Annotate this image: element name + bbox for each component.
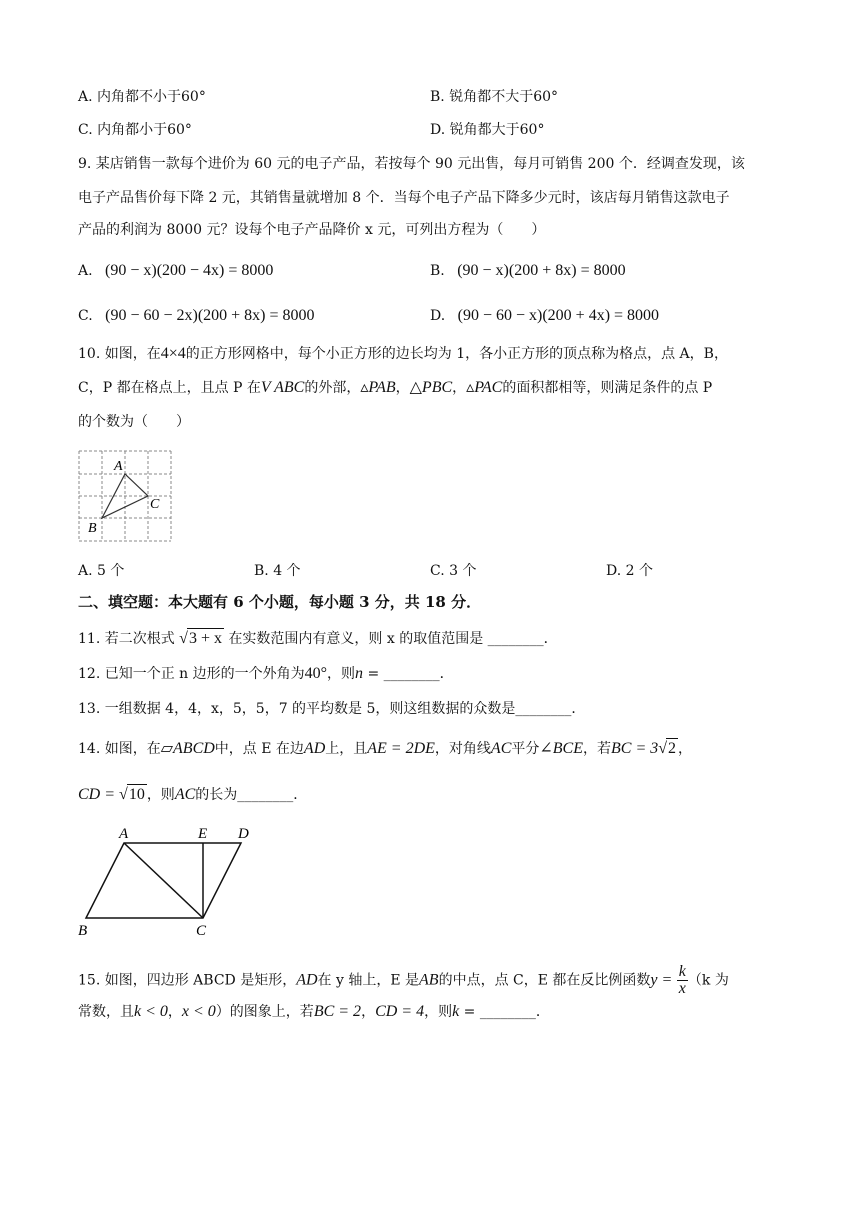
q10-intro: 10. 如图，在 (78, 346, 161, 362)
separator: ， (395, 380, 410, 396)
label-a: A (119, 826, 129, 842)
separator: ， (452, 380, 467, 396)
segment-ad: AD (296, 971, 318, 989)
q15-text-line2 (78, 1002, 550, 1022)
triangle-pbc: △PBC (409, 379, 453, 396)
q9-text-line2: 电子产品售价每下降 2 元，其销售量就增加 8 个．当每个电子产品下降多少元时，该店每月销售这款电子 (78, 190, 730, 206)
bc-value: BC = 3 (611, 740, 659, 757)
q14-text: 上，且 (325, 741, 368, 757)
figure-lines (86, 843, 241, 918)
q10-tail: 的面积都相等，则满足条件的点 P (502, 380, 713, 396)
q8-option-b: B. 锐角都不大于60° (430, 89, 559, 105)
q9-text-line3: 产品的利润为 8000 元？设每个电子产品降价 x 元，可列出方程为（ ） (78, 222, 546, 238)
q15-text: 在 y 轴上，E 是 (317, 972, 420, 989)
q10-grid-figure (78, 450, 172, 542)
segment-ad: AD (303, 740, 326, 757)
q14-text: 中，点 E 在边 (214, 741, 304, 757)
segment-ac: AC (174, 786, 196, 803)
q15-text: （k 为 (687, 972, 729, 989)
q13-text: 13. 一组数据 4，4，x，5，5，7 的平均数是 5，则这组数据的众数是________． (78, 701, 586, 717)
q10-text-line3: 的个数为（ ） (78, 414, 190, 430)
q9-text-line1: 9. 某店销售一款每个进价为 60 元的电子产品，若按每个 90 元出售，每月可销售 200 个．经调查发现，该 (78, 156, 745, 172)
q10-option-b: B. 4 个 (254, 563, 301, 579)
q11-pre: 11. 若二次根式 (78, 631, 175, 647)
var-k: k (452, 1003, 460, 1020)
label-a: A (114, 459, 123, 474)
q14-text: ，对角线 (434, 741, 491, 757)
q12-text (78, 664, 454, 684)
q10-text: 的外部， (304, 380, 361, 396)
option-label: C. (78, 308, 93, 324)
numerator: k (678, 963, 686, 980)
q9-option-a (78, 260, 273, 282)
triangle-pab: ▵PAB (360, 379, 396, 396)
q12-mid: ，则 (327, 666, 356, 682)
q15-intro: 15. 如图，四边形 ABCD 是矩形， (78, 972, 297, 989)
cd-value: CD = 4 (375, 1003, 425, 1020)
q10-desc: 的正方形网格中，每个小正方形的边长均为 1，各小正方形的顶点称为格点，点 A，B， (185, 346, 728, 362)
option-label: B. (430, 263, 445, 279)
bc-value: BC = 2 (313, 1003, 362, 1020)
q9-option-d (430, 305, 659, 327)
section-heading: 二、填空题：本大题有 6 个小题，每小题 3 分，共 18 分． (78, 593, 482, 611)
q14-parallelogram-figure (76, 822, 256, 942)
q14-pre: 14. 如图，在 (78, 741, 161, 757)
label-b: B (78, 923, 88, 939)
label-c: C (150, 497, 160, 512)
separator: ， (678, 741, 693, 757)
triangle-pac: ▵PAC (466, 379, 503, 396)
q8-option-c: C. 内角都小于60° (78, 122, 192, 138)
k-condition: k < 0 (134, 1003, 168, 1020)
separator: ， (167, 1004, 182, 1020)
q14-text-line2 (78, 784, 307, 805)
radical: √2 (658, 740, 677, 757)
separator: ， (361, 1004, 376, 1020)
grid-size: 4×4 (160, 345, 186, 362)
q11-text (78, 628, 558, 649)
q15-text-line1 (78, 964, 729, 997)
q15-text: ，则 (424, 1004, 453, 1020)
angle-bce: ∠BCE (539, 740, 583, 757)
radical: √10 (119, 786, 145, 803)
q9-option-c (78, 305, 315, 327)
equation-ae: AE = 2DE (367, 740, 435, 757)
function-lhs: y = (650, 971, 673, 989)
q10-text-line1 (78, 344, 728, 364)
q14-text: 平分 (511, 741, 540, 757)
q10-option-c: C. 3 个 (430, 563, 477, 579)
option-label: D. (430, 308, 446, 324)
cd-value: CD = (78, 786, 120, 803)
x-condition: x < 0 (181, 1003, 216, 1020)
q8-option-d: D. 锐角都大于60° (430, 122, 545, 138)
radicand: 3 + x (188, 630, 222, 647)
q12-post: = ________． (363, 666, 454, 682)
diagonal-ac: AC (490, 740, 512, 757)
q10-option-d: D. 2 个 (606, 563, 653, 579)
equation: (90 − x)(200 + 8x) = 8000 (457, 262, 626, 279)
q15-text: 常数，且 (78, 1004, 134, 1020)
label-e: E (198, 826, 208, 842)
radicand: 10 (128, 786, 145, 803)
q10-text-line2 (78, 378, 712, 398)
denominator: x (678, 980, 686, 997)
q12-pre: 12. 已知一个正 n 边形的一个外角为 (78, 666, 305, 682)
var-n: n (355, 665, 364, 682)
q15-tail: = ________． (459, 1004, 550, 1020)
q15-text: ）的图象上，若 (215, 1004, 314, 1020)
radical: √3 + x (179, 630, 222, 647)
equation: (90 − x)(200 − 4x) = 8000 (105, 262, 274, 279)
exterior-angle: 40° (304, 665, 328, 682)
triangle-abc: V ABC (260, 379, 305, 396)
label-b: B (88, 521, 97, 536)
q14-text-line1 (78, 738, 692, 759)
q9-option-b (430, 260, 626, 282)
equation: (90 − 60 − 2x)(200 + 8x) = 8000 (105, 307, 315, 324)
parallelogram-abcd: ▱ABCD (160, 740, 215, 757)
q10-cond: C，P 都在格点上，且点 P 在 (78, 380, 261, 396)
q10-option-a: A. 5 个 (78, 563, 125, 579)
q15-text: 的中点，点 C，E 都在反比例函数 (438, 972, 651, 989)
label-d: D (238, 826, 249, 842)
option-label: A. (78, 263, 93, 279)
segment-ab: AB (419, 971, 439, 989)
fraction-k-over-x (677, 964, 688, 997)
equation: (90 − 60 − x)(200 + 4x) = 8000 (457, 307, 660, 324)
q14-text: ，则 (146, 787, 175, 803)
q11-post: 在实数范围内有意义，则 x 的取值范围是 ________． (228, 631, 558, 647)
q14-text: ，若 (583, 741, 611, 757)
label-c: C (196, 923, 207, 939)
q14-tail: 的长为________． (195, 787, 308, 803)
q8-option-a: A. 内角都不小于60° (78, 89, 206, 105)
radicand: 2 (668, 740, 677, 757)
